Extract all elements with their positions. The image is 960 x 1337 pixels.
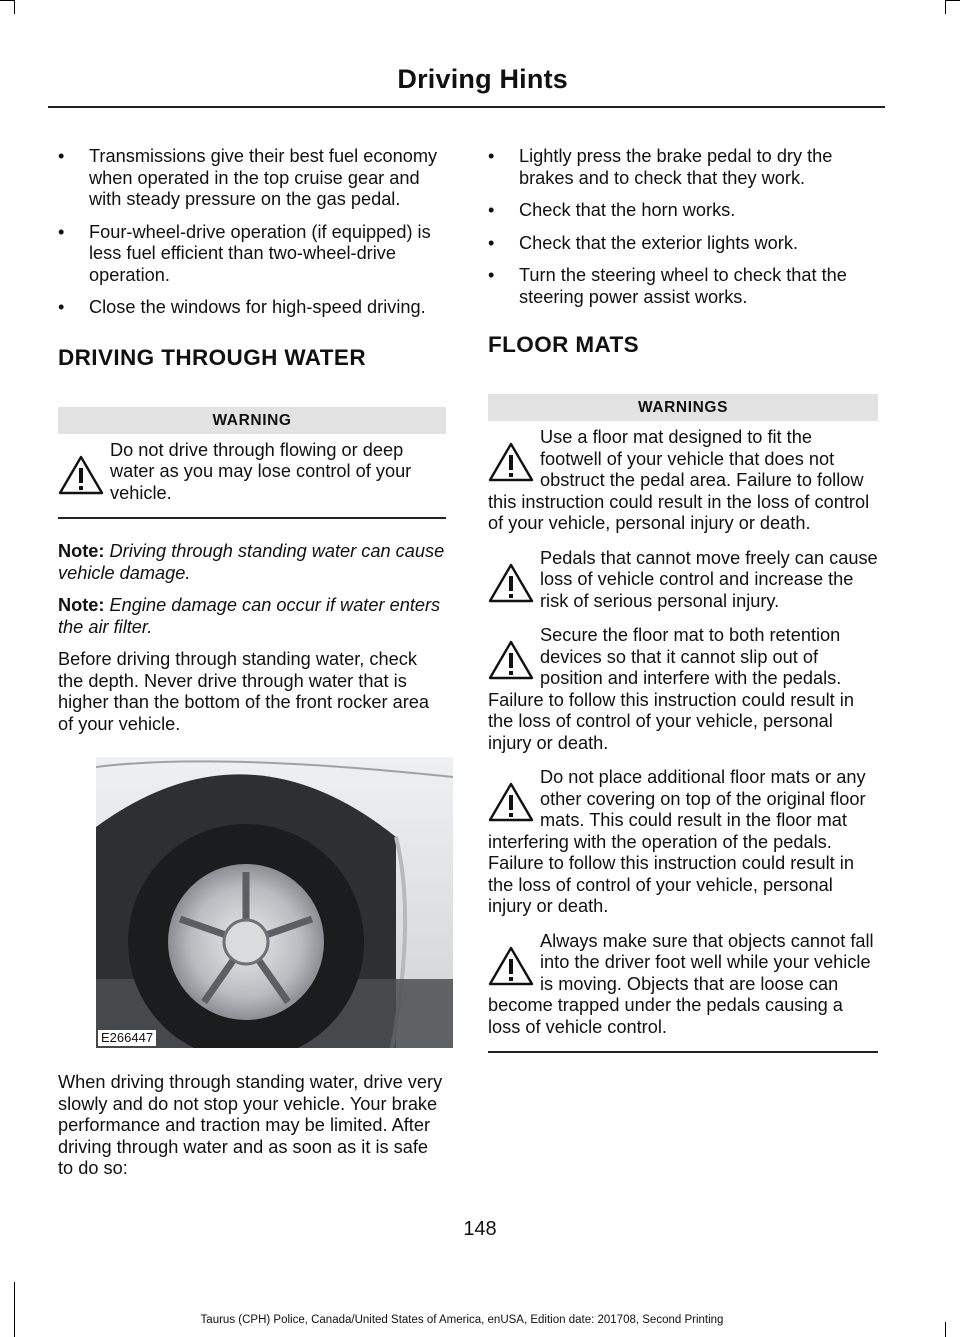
wheel-illustration [96,757,453,1048]
body-paragraph: When driving through standing water, drive very slowly and do not stop your vehicle. Your brake performance and traction may be limited. After driving through water and as soon as it is safe to do so: [58,1072,443,1178]
list-item: • Four-wheel-drive operation (if equipped) is less fuel efficient than two-wheel-drive operation. [58,221,431,285]
header-divider [48,106,885,108]
warning-triangle-icon [488,548,540,612]
crop-mark [946,0,960,1]
page-title: Driving Hints [397,64,568,94]
list-item: • Check that the horn works. [488,200,736,220]
page-number: 148 [463,1218,497,1240]
body-paragraph: Before driving through standing water, check the depth. Never drive through water that is higher than the bottom of the front rocker area of your vehicle. [58,649,430,734]
list-item: • Lightly press the brake pedal to dry the brakes and to check that they work. [488,146,833,188]
warning-header: WARNING [58,407,446,434]
list-item: • Check that the exterior lights work. [488,232,798,253]
section-heading-driving-through-water: DRIVING THROUGH WATER [58,344,366,370]
warning-item: Always make sure that objects cannot fall into the driver foot well while your vehicle is moving. Objects that are loose can become trapped under the pedals causing a loss of vehicle control. [488,930,874,1037]
car-wheel-image [96,757,453,1048]
warning-item: Secure the floor mat to both retention devices so that it cannot slip out of position and interfere with the pedals. Failure to follow this instruction could result in the loss of control of your vehicle, personal injury or death. [488,625,854,753]
section-heading-floor-mats: FLOOR MATS [488,332,640,357]
warning-end-rule [488,1051,878,1053]
crop-mark [0,0,14,1]
footer-edition-info: Taurus (CPH) Police, Canada/United States of America, enUSA, Edition date: 201708, Second Printing [200,1314,724,1326]
note: Note: Driving through standing water can cause vehicle damage. [58,541,445,583]
right-column [488,146,878,1053]
warning-triangle-icon [488,767,540,831]
figure-id-label: E266447 [98,1030,156,1046]
warning-item: Do not drive through flowing or deep water as you may lose control of your vehicle. [58,440,446,505]
crop-mark [14,0,15,14]
warning-end-rule [58,517,446,519]
after-water-checklist [488,146,878,308]
warning-triangle-icon [488,931,540,995]
note: Note: Engine damage can occur if water enters the air filter. [58,595,441,637]
crop-mark [14,1282,15,1337]
crop-mark [945,0,946,14]
left-column [58,146,446,1191]
fuel-tips-list [58,146,446,319]
list-item: • Close the windows for high-speed driving. [58,297,426,317]
warnings-header: WARNINGS [488,394,878,421]
list-item: • Turn the steering wheel to check that the steering power assist works. [488,265,847,307]
warning-triangle-icon [58,440,110,504]
list-item: • Transmissions give their best fuel economy when operated in the top cruise gear and with steady pressure on the gas pedal. [58,146,438,209]
warning-item: Do not place additional floor mats or any other covering on top of the original floor mats. This could result in the floor mat interfering with the operation of the pedals. Failure to follow this instruction could result in the loss of control of your vehicle, personal injury or death. [488,767,866,916]
warning-triangle-icon [488,625,540,689]
warning-item: Use a floor mat designed to fit the footwell of your vehicle that does not obstruct the pedal area. Failure to follow this instruction could result in the loss of control of your vehicle, personal injury or death. [488,427,870,533]
warning-triangle-icon [488,427,540,491]
warning-item: Pedals that cannot move freely can cause loss of vehicle control and increase the risk of serious personal injury. [488,548,878,613]
